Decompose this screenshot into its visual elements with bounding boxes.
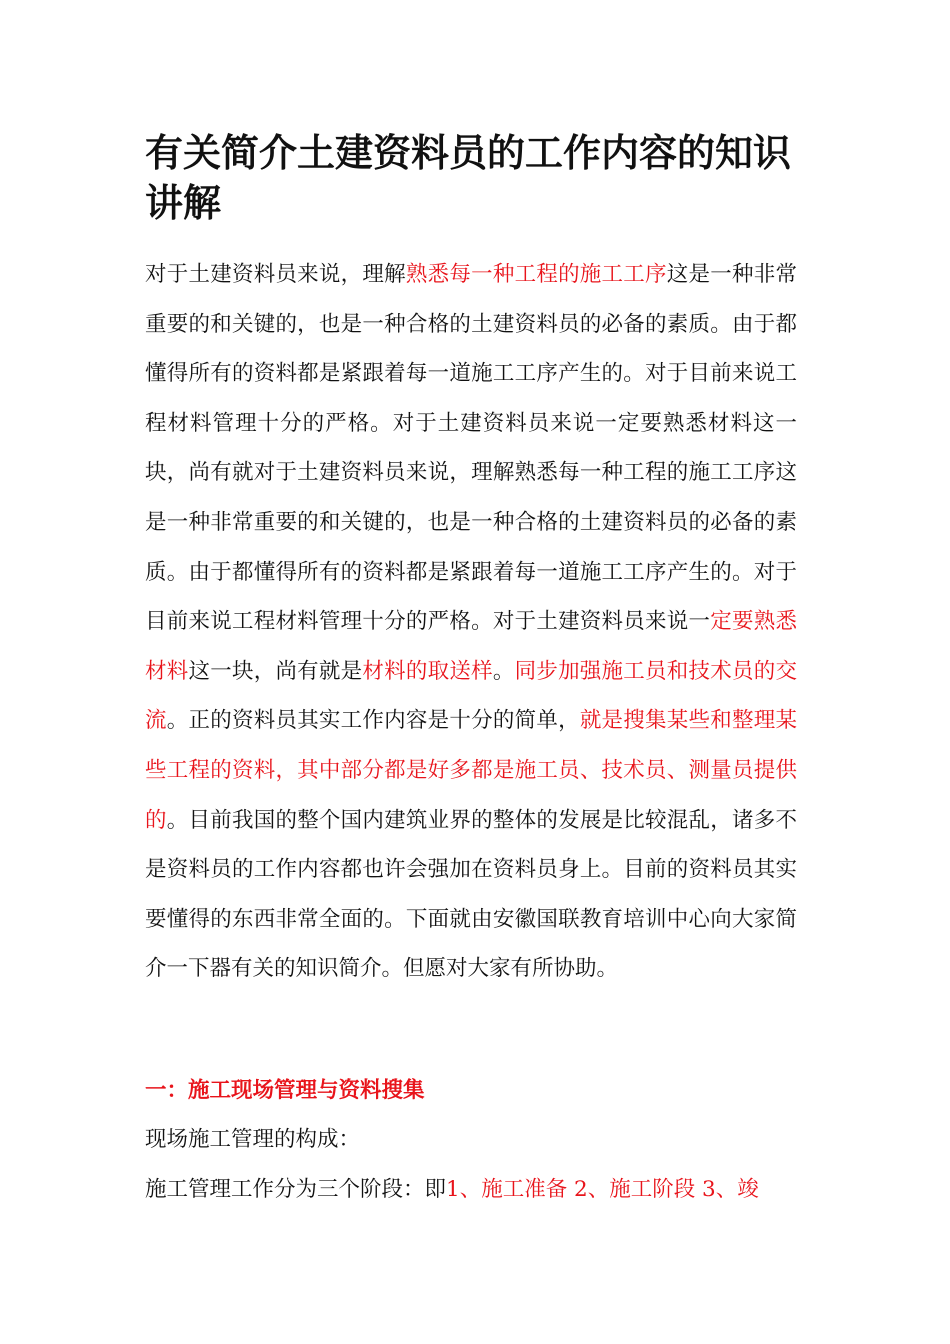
document-title: 有关简介土建资料员的工作内容的知识讲解 [145, 130, 792, 225]
paragraph-segment-highlight: 熟悉每一种工程的施工工序 [405, 262, 667, 287]
paragraph-segment-highlight: 定要熟悉材料 [145, 609, 797, 684]
paragraph-segment: 。目前我国的整个国内建筑业界的整体的发展是比较混乱，诸多不是资料员的工作内容都也许会强加在资料员身上。目前的资料员其实要懂得的东西非常全面的。下面就由安徽国联教育培训中心向大家简介一下器有关的知识简介。但愿对大家有所协助。 [145, 807, 797, 982]
section-heading: 一：施工现场管理与资料搜集 [145, 1078, 425, 1103]
body-line: 现场施工管理的构成： [145, 1127, 361, 1152]
paragraph-segment: 。正的资料员其实工作内容是十分的简单， [166, 708, 580, 734]
intro-paragraph [145, 250, 797, 994]
stages-list: 1、施工准备 2、施工阶段 3、竣 [446, 1177, 759, 1202]
paragraph-segment-highlight: 同步加强施工员和技术员的交流 [145, 658, 797, 734]
paragraph-segment: 对于土建资料员来说，理解 [145, 262, 406, 287]
body-line-stages [145, 1170, 759, 1210]
stages-prefix: 施工管理工作分为三个阶段：即 [145, 1177, 447, 1202]
paragraph-segment-highlight: 材料的取送样 [362, 658, 493, 684]
paragraph-segment: 这一块，尚有就是 [188, 658, 363, 684]
paragraph-segment-highlight: 就是搜集某些和整理某些工程的资料，其中部分都是好多都是施工员、技术员、测量员提供的 [145, 708, 797, 833]
paragraph-segment: 这是一种非常重要的和关键的，也是一种合格的土建资料员的必备的素质。由于都懂得所有的资料都是紧跟着每一道施工工序产生的。对于目前来说工程材料管理十分的严格。对于土建资料员来说一定要熟悉材料这一块，尚有就对于土建资料员来说，理解熟悉每一种工程的施工工序这是一种非常重要的和关键的，也是一种合格的土建资料员的必备的素质。由于都懂得所有的资料都是紧跟着每一道施工工序产生的。对于目前来说工程材料管理十分的严格。对于土建资料员来说一 [145, 262, 797, 635]
paragraph-segment: 。 [492, 658, 515, 684]
